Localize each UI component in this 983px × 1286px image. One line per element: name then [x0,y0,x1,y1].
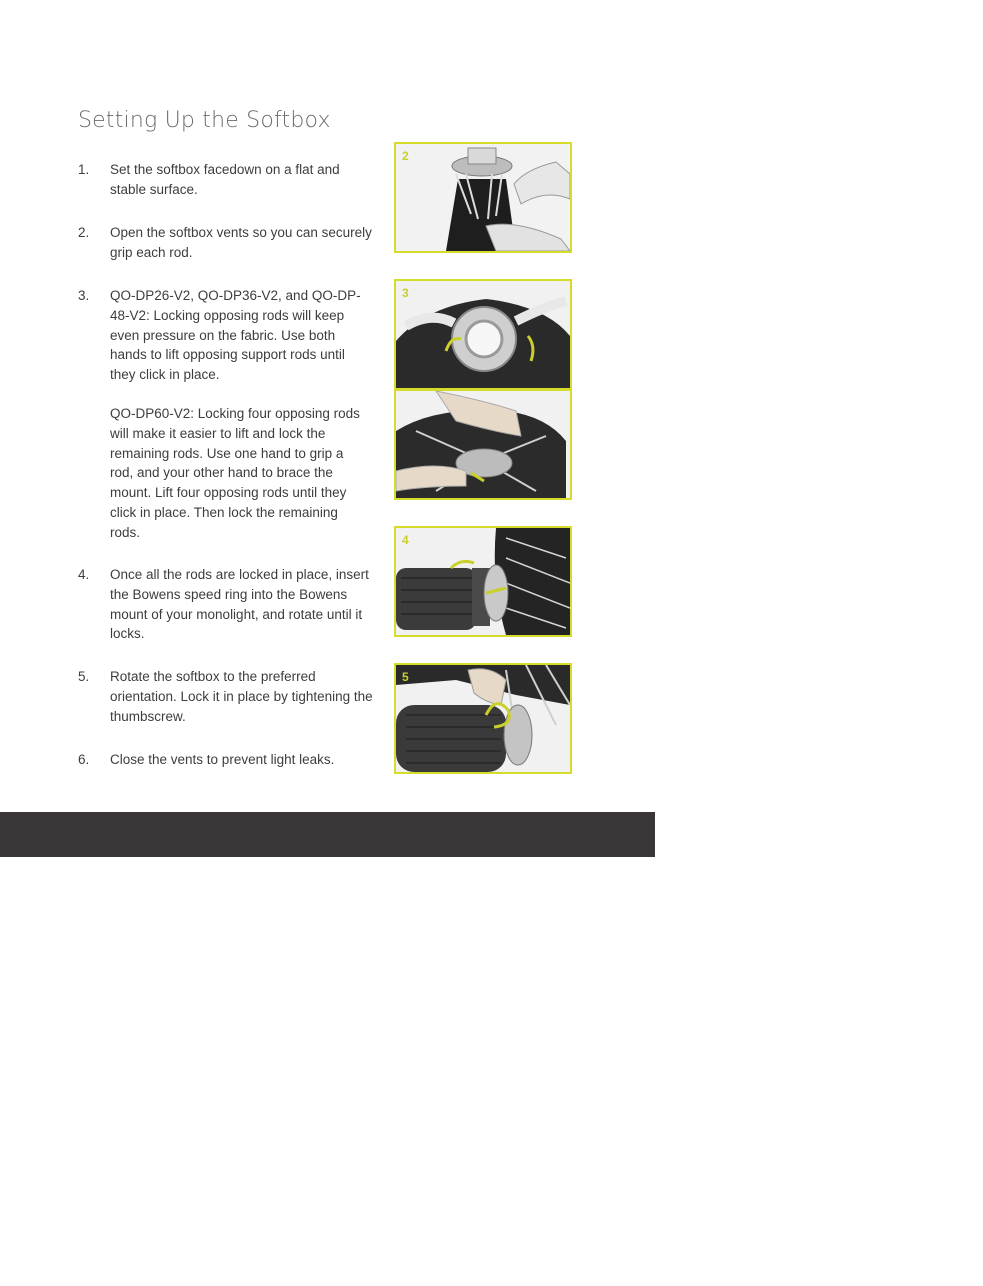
step-text: Rotate the softbox to the preferred orientation. Lock it in place by tightening the thumbscrew. [110,669,373,724]
figure-label: 2 [402,149,409,163]
step-number: 6. [78,752,90,767]
step-4 [78,565,378,644]
step-text: Close the vents to prevent light leaks. [110,752,335,767]
step-2 [78,223,378,263]
step-6 [78,750,378,770]
step-3 [78,286,368,543]
figure-label: 5 [402,670,409,684]
page-title: Setting Up the Softbox [78,108,331,133]
figure-step-5 [394,663,572,774]
footer-bar [0,812,655,857]
step-text: QO-DP26-V2, QO-DP36-V2, and QO-DP-48-V2: Locking opposing rods will keep even pressure on the fabric. Use both hands to lift opposing support rods until they click in place. [110,288,361,383]
step-1 [78,160,378,200]
softbox-vents-illustration [396,144,570,251]
step-5 [78,667,378,726]
figure-step-3a [394,279,572,390]
step-number: 2. [78,225,90,240]
step-number: 5. [78,669,90,684]
step-text: Open the softbox vents so you can securely grip each rod. [110,225,372,260]
figure-step-3b [394,389,572,500]
step-number: 3. [78,288,90,303]
step-text-secondary: QO-DP60-V2: Locking four opposing rods will make it easier to lift and lock the remaining rods. Use one hand to grip a rod, and your other hand to brace the mount. Lift four opposing rods until they click in place. Then lock the remaining rods. [110,405,360,540]
step-number: 4. [78,567,90,582]
figure-step-2 [394,142,572,253]
thumbscrew-illustration [396,665,570,772]
step-number: 1. [78,162,90,177]
lock-rods-illustration [396,281,570,388]
lock-four-rods-illustration [396,391,570,498]
figure-step-4 [394,526,572,637]
speed-ring-mount-illustration [396,528,570,635]
step-text: Once all the rods are locked in place, insert the Bowens speed ring into the Bowens mount of your monolight, and rotate until it locks. [110,567,369,642]
figure-label: 4 [402,533,409,547]
figure-label: 3 [402,286,409,300]
step-text: Set the softbox facedown on a flat and stable surface. [110,162,340,197]
